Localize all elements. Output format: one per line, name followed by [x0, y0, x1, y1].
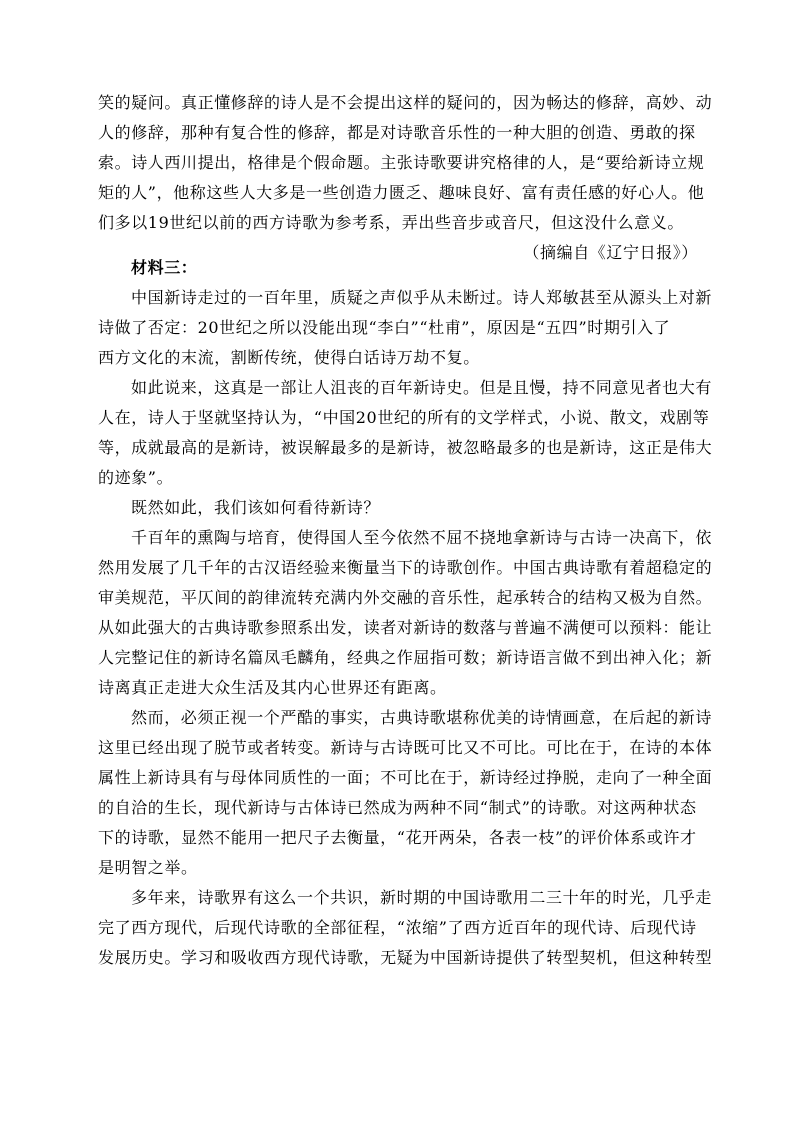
paragraph-line: 笑的疑问。真正懂修辞的诗人是不会提出这样的疑问的，因为畅达的修辞，高妙、动	[98, 93, 713, 112]
paragraph-line: 既然如此，我们该如何看待新诗？	[131, 498, 381, 517]
paragraph-line: 们多以19世纪以前的西方诗歌为参考系，弄出些音步或音尺，但这没什么意义。	[98, 213, 684, 232]
paragraph-line: 西方文化的末流，割断传统，使得白话诗万劫不复。	[98, 348, 480, 367]
paragraph-line: 的迹象”。	[98, 468, 174, 487]
paragraph-line: 如此说来，这真是一部让人沮丧的百年新诗史。但是且慢，持不同意见者也大有	[131, 378, 713, 397]
paragraph-line: 然而，必须正视一个严酷的事实，古典诗歌堪称优美的诗情画意，在后起的新诗	[131, 708, 713, 727]
paragraph-line: 的自洽的生长，现代新诗与古体诗已然成为两种不同“制式”的诗歌。对这两种状态	[98, 798, 697, 817]
paragraph-line: 人在，诗人于坚就坚持认为，“中国20世纪的所有的文学样式，小说、散文，戏剧等	[98, 408, 710, 427]
paragraph-line: 是明智之举。	[98, 858, 198, 877]
continued-paragraph	[98, 88, 718, 268]
paragraph-line: 等，成就最高的是新诗，被误解最多的是新诗，被忽略最多的也是新诗，这正是伟大	[98, 438, 713, 457]
paragraph-line: 人的修辞，那种有复合性的修辞，都是对诗歌音乐性的一种大胆的创造、勇敢的探	[98, 123, 696, 142]
paragraph-line: 审美规范，平仄间的韵律流转充满内外交融的音乐性，起承转合的结构又极为自然。	[98, 588, 713, 607]
material-three-section	[98, 253, 718, 973]
paragraph-line: 从如此强大的古典诗歌参照系出发，读者对新诗的数落与普遍不满便可以预料：能让	[98, 618, 713, 637]
paragraph-line: 属性上新诗具有与母体同质性的一面；不可比在于，新诗经过挣脱，走向了一种全面	[98, 768, 713, 787]
paragraph-line: 中国新诗走过的一百年里，质疑之声似乎从未断过。诗人郑敏甚至从源头上对新	[131, 288, 713, 307]
paragraph-line: 完了西方现代，后现代诗歌的全部征程，“浓缩”了西方近百年的现代诗、后现代诗	[98, 918, 697, 937]
paragraph-line: 人完整记住的新诗名篇凤毛麟角，经典之作屈指可数；新诗语言做不到出神入化；新	[98, 648, 713, 667]
paragraph-line: 诗做了否定：20世纪之所以没能出现“李白”“杜甫”，原因是“五四”时期引入了	[98, 318, 671, 337]
paragraph-line: 然用发展了几千年的古汉语经验来衡量当下的诗歌创作。中国古典诗歌有着超稳定的	[98, 558, 713, 577]
source-citation: （摘编自《辽宁日报》）	[523, 243, 698, 262]
paragraph-line: 千百年的熏陶与培育，使得国人至今依然不屈不挠地拿新诗与古诗一决高下，依	[131, 528, 713, 547]
paragraph-line: 下的诗歌，显然不能用一把尺子去衡量，“花开两朵，各表一枝”的评价体系或许才	[98, 828, 697, 847]
paragraph-line: 多年来，诗歌界有这么一个共识，新时期的中国诗歌用二三十年的时光，几乎走	[131, 888, 713, 907]
section-heading: 材料三：	[131, 258, 198, 277]
paragraph-line: 索。诗人西川提出，格律是个假命题。主张诗歌要讲究格律的人，是“要给新诗立规	[98, 153, 705, 172]
paragraph-line: 矩的人”，他称这些人大多是一些创造力匮乏、趣味良好、富有责任感的好心人。他	[98, 183, 705, 202]
paragraph-line: 诗离真正走进大众生活及其内心世界还有距离。	[98, 678, 447, 697]
paragraph-line: 发展历史。学习和吸收西方现代诗歌，无疑为中国新诗提供了转型契机，但这种转型	[98, 948, 713, 967]
paragraph-line: 这里已经出现了脱节或者转变。新诗与古诗既可比又不可比。可比在于，在诗的本体	[98, 738, 713, 757]
